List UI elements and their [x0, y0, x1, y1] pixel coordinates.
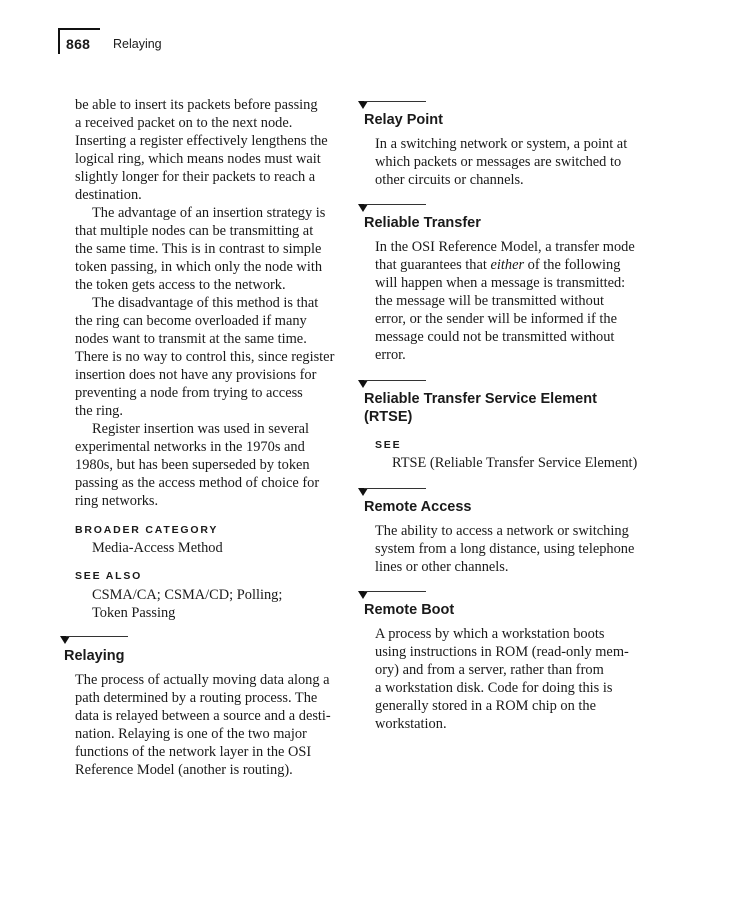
- text-line: lines or other channels.: [375, 559, 509, 575]
- see-also-label: SEE ALSO: [75, 570, 143, 582]
- entry-marker-icon: [358, 101, 426, 111]
- text-line: nodes want to transmit at the same time.: [75, 331, 307, 347]
- text-line: the token gets access to the network.: [75, 277, 286, 293]
- text-line: A process by which a workstation boots: [375, 626, 605, 642]
- broader-category-label: BROADER CATEGORY: [75, 524, 219, 536]
- entry-marker-icon: [358, 204, 426, 214]
- text-line: a workstation disk. Code for doing this is: [375, 680, 613, 696]
- text-line: In a switching network or system, a point at: [375, 136, 628, 152]
- text-line: workstation.: [375, 716, 447, 732]
- text-line: The disadvantage of this method is that: [92, 295, 319, 311]
- text-line: [375, 256, 620, 274]
- text-line: Reference Model (another is routing).: [75, 762, 293, 778]
- text-line: Inserting a register effectively lengthens the: [75, 133, 328, 149]
- text-line: which packets or messages are switched to: [375, 154, 622, 170]
- text-line: generally stored in a ROM chip on the: [375, 698, 597, 714]
- text-line: preventing a node from trying to access: [75, 385, 303, 401]
- text-line: Register insertion was used in several: [92, 421, 310, 437]
- entry-marker-icon: [60, 636, 128, 646]
- text-line: The process of actually moving data along a: [75, 672, 330, 688]
- text-span: that guarantees that: [375, 257, 491, 273]
- entry-heading-relay-point: Relay Point: [364, 112, 443, 128]
- text-line: The advantage of an insertion strategy is: [92, 205, 326, 221]
- text-line: system from a long distance, using telephone: [375, 541, 635, 557]
- header-rule-horizontal: [58, 28, 100, 30]
- emphasis-text: either: [490, 257, 525, 273]
- text-line: ring networks.: [75, 493, 159, 509]
- text-line: token passing, in which only the node with: [75, 259, 323, 275]
- entry-heading-reliable-transfer: Reliable Transfer: [364, 215, 481, 231]
- text-line: will happen when a message is transmitted:: [375, 275, 626, 291]
- header-rule-vertical: [58, 28, 60, 54]
- see-label: SEE: [375, 439, 402, 451]
- text-line: nation. Relaying is one of the two major: [75, 726, 307, 742]
- text-line: logical ring, which means nodes must wait: [75, 151, 321, 167]
- entry-heading-remote-boot: Remote Boot: [364, 602, 455, 618]
- text-line: 1980s, but has been superseded by token: [75, 457, 310, 473]
- text-line: a received packet on to the next node.: [75, 115, 293, 131]
- text-line: path determined by a routing process. The: [75, 690, 318, 706]
- text-line: insertion does not have any provisions for: [75, 367, 317, 383]
- entry-heading-remote-access: Remote Access: [364, 499, 472, 515]
- running-head: Relaying: [113, 37, 162, 51]
- text-line: the message will be transmitted without: [375, 293, 605, 309]
- text-line: error, or the sender will be informed if the: [375, 311, 617, 327]
- text-line: using instructions in ROM (read-only mem-: [375, 644, 629, 660]
- entry-marker-icon: [358, 380, 426, 390]
- see-also-line: Token Passing: [92, 605, 176, 621]
- page-number: 868: [66, 36, 91, 52]
- entry-marker-icon: [358, 591, 426, 601]
- text-line: experimental networks in the 1970s and: [75, 439, 305, 455]
- text-span: of the following: [524, 257, 621, 273]
- text-line: passing as the access method of choice for: [75, 475, 320, 491]
- text-line: the ring can become overloaded if many: [75, 313, 307, 329]
- text-line: be able to insert its packets before passing: [75, 97, 318, 113]
- text-line: slightly longer for their packets to reach a: [75, 169, 316, 185]
- text-line: the ring.: [75, 403, 123, 419]
- entry-marker-icon: [358, 488, 426, 498]
- broader-category-value: Media-Access Method: [92, 540, 223, 556]
- entry-heading-relaying: Relaying: [64, 648, 125, 664]
- text-line: the same time. This is in contrast to simple: [75, 241, 322, 257]
- entry-heading-rtse: Reliable Transfer Service Element: [364, 391, 597, 407]
- text-line: ory) and from a server, rather than from: [375, 662, 604, 678]
- text-line: error.: [375, 347, 406, 363]
- text-line: data is relayed between a source and a desti-: [75, 708, 331, 724]
- text-line: The ability to access a network or switching: [375, 523, 629, 539]
- entry-heading-rtse-abbrev: (RTSE): [364, 409, 413, 425]
- text-line: In the OSI Reference Model, a transfer mode: [375, 239, 635, 255]
- see-also-line: CSMA/CA; CSMA/CD; Polling;: [92, 587, 283, 603]
- text-line: functions of the network layer in the OSI: [75, 744, 312, 760]
- text-line: that multiple nodes can be transmitting at: [75, 223, 314, 239]
- text-line: There is no way to control this, since register: [75, 349, 335, 365]
- text-line: other circuits or channels.: [375, 172, 524, 188]
- text-line: destination.: [75, 187, 142, 203]
- text-line: message could not be transmitted without: [375, 329, 615, 345]
- see-value: RTSE (Reliable Transfer Service Element): [392, 455, 638, 471]
